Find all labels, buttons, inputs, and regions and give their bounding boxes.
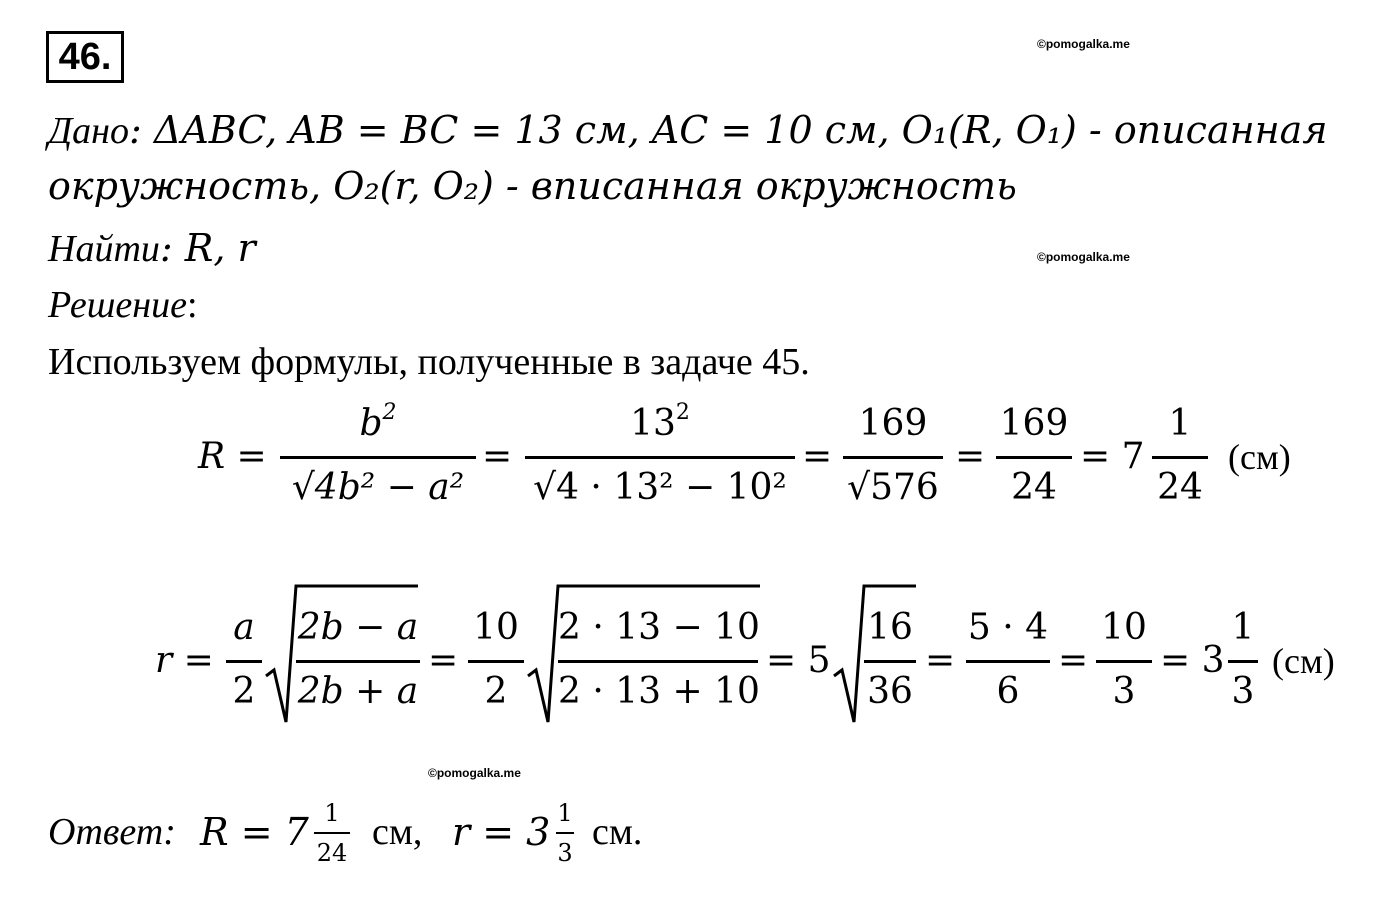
formula-r-s1-den: 2b + a [297, 671, 419, 712]
formula-r-unit: (см) [1272, 641, 1335, 681]
formula-R-f1-den: √4b² − a² [291, 467, 465, 508]
formula-r-s1-num: 2b − a [297, 607, 419, 648]
formula-r-s3-den: 36 [867, 671, 913, 712]
formula-r-f5-den: 3 [1112, 671, 1136, 712]
formula-r-eq5: = 3 [1160, 640, 1225, 681]
watermark-bottom: ©pomogalka.me [428, 766, 521, 780]
solution-intro: Используем формулы, полученные в задаче 45. [48, 341, 810, 383]
formula-r-eq4: = [1058, 640, 1089, 681]
answer-R-bar [314, 832, 350, 834]
formula-R-eq3: = [955, 436, 986, 477]
formula-r-eq1: = [428, 640, 459, 681]
answer-R-num: 1 [324, 799, 340, 827]
formula-R-f1-num: $b^2$ [359, 400, 397, 444]
formula-R-f2-bar [525, 456, 795, 459]
formula-R-f3-bar [843, 456, 943, 459]
solution-colon: : [186, 284, 198, 326]
formula-R-f4-bar [996, 456, 1072, 459]
formula-r-f6-bar [1228, 660, 1258, 663]
formula-R-f2-den: √4 · 13² − 10² [533, 467, 787, 508]
formula-R-f1-bar [280, 456, 476, 459]
find-text: : R, r [159, 226, 256, 270]
formula-r-s2-bar [558, 660, 758, 663]
answer-R-unit: см, [372, 811, 423, 853]
given-text-1: : ΔABC, AB = BC = 13 см, AC = 10 см, O₁(R, O₁) - описанная [129, 108, 1328, 152]
given-line-1 [48, 108, 1327, 153]
formula-r-eq3: = [925, 640, 956, 681]
given-label: Дано [48, 110, 130, 152]
formula-r-f1-num: a [233, 607, 255, 648]
watermark-top: ©pomogalka.me [1037, 37, 1130, 51]
formula-R-unit: (см) [1228, 437, 1291, 477]
watermark-middle: ©pomogalka.me [1037, 250, 1130, 264]
formula-r-f5-num: 10 [1101, 607, 1147, 648]
formula-R-f3-den: √576 [847, 467, 939, 508]
formula-r-f4-bar [966, 660, 1050, 663]
formula-r-eq2: = 5 [766, 640, 831, 681]
answer-r: r = 3 [452, 810, 551, 854]
formula-r-s2-num: 2 · 13 − 10 [558, 607, 760, 648]
solution-label: Решение [48, 284, 187, 326]
formula-r-f1-bar [226, 660, 262, 663]
formula-r-f1-den: 2 [232, 671, 256, 712]
answer-r-bar [556, 832, 574, 834]
formula-r-f4-den: 6 [996, 671, 1020, 712]
answer-r-unit: см. [592, 811, 643, 853]
formula-R-f5-bar [1152, 456, 1208, 459]
formula-r-f2-num: 10 [473, 607, 519, 648]
formula-R-f4-num: 169 [999, 403, 1069, 444]
formula-R-lhs: R = [198, 436, 267, 477]
formula-r-f5-bar [1096, 660, 1152, 663]
answer-R-den: 24 [316, 839, 348, 867]
formula-r-s3-bar [864, 660, 916, 663]
given-text-2: окружность, O₂(r, O₂) - вписанная окружность [48, 164, 1017, 208]
formula-r-f6-den: 3 [1231, 671, 1255, 712]
formula-r-s1-bar [296, 660, 420, 663]
task-number: 46. [46, 31, 124, 83]
answer-r-den: 3 [557, 839, 573, 867]
formula-R-f5-den: 24 [1157, 467, 1203, 508]
formula-R-f3-num: 169 [858, 403, 928, 444]
formula-R-eq1: = [482, 436, 513, 477]
answer-label: Ответ: [48, 811, 176, 853]
answer-R: R = 7 [200, 810, 309, 854]
formula-R-f2-num: $13^2$ [630, 400, 690, 444]
formula-r-lhs: r = [155, 640, 214, 681]
formula-R-f4-den: 24 [1011, 467, 1057, 508]
given-line-2 [48, 164, 1017, 209]
formula-R-f5-num: 1 [1168, 403, 1192, 444]
formula-r-f6-num: 1 [1231, 607, 1255, 648]
find-label: Найти [48, 228, 160, 270]
answer-r-num: 1 [557, 799, 573, 827]
formula-r-f4-num: 5 · 4 [967, 607, 1049, 648]
formula-r-s3-num: 16 [867, 607, 913, 648]
formula-R-eq2: = [802, 436, 833, 477]
formula-r-f2-den: 2 [484, 671, 508, 712]
formula-r-s2-den: 2 · 13 + 10 [558, 671, 760, 712]
find-line [48, 226, 256, 271]
formula-R-eq4: = 7 [1080, 436, 1145, 477]
formula-r-f2-bar [468, 660, 524, 663]
solution-heading [48, 283, 198, 327]
